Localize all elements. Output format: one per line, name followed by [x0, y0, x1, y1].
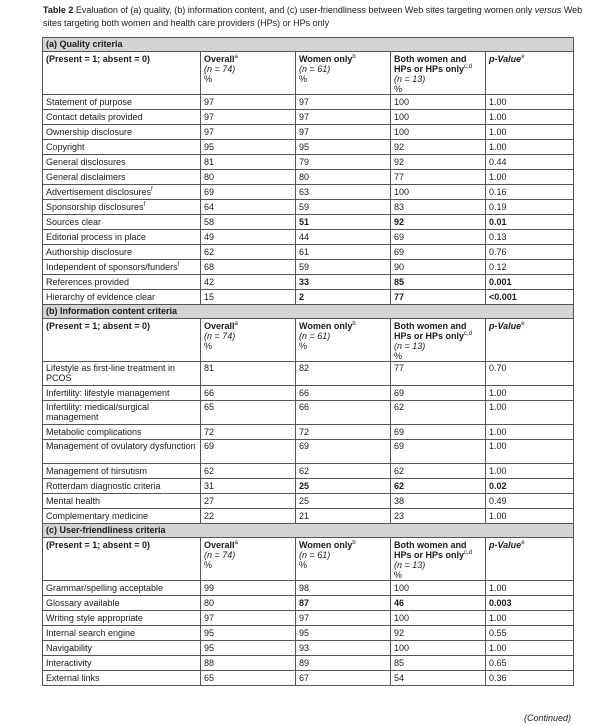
overall-value: 97 [201, 611, 296, 626]
women-only-value: 98 [296, 581, 391, 596]
criterion-label: Authorship disclosure [43, 245, 201, 260]
p-value: 1.00 [486, 125, 574, 140]
overall-value: 27 [201, 494, 296, 509]
women-only-value: 95 [296, 626, 391, 641]
table-row [43, 401, 574, 425]
p-value: 0.36 [486, 671, 574, 686]
table-row [43, 215, 574, 230]
women-only-value: 97 [296, 110, 391, 125]
table-row [43, 260, 574, 275]
women-only-value: 80 [296, 170, 391, 185]
overall-value: 66 [201, 386, 296, 401]
table-row [43, 110, 574, 125]
criteria-header: (Present = 1; absent = 0) [43, 538, 201, 581]
table-row [43, 155, 574, 170]
table-row [43, 596, 574, 611]
p-value: 1.00 [486, 464, 574, 479]
both-value: 62 [391, 401, 486, 425]
overall-value: 22 [201, 509, 296, 524]
both-value: 62 [391, 479, 486, 494]
section-header [43, 38, 574, 52]
p-value: 1.00 [486, 110, 574, 125]
section-title: (a) Quality criteria [46, 39, 123, 49]
p-value: 1.00 [486, 611, 574, 626]
p-value: 0.55 [486, 626, 574, 641]
table-row [43, 581, 574, 596]
overall-value: 62 [201, 464, 296, 479]
criterion-label: Independent of sponsors/funders$^f$ [43, 260, 201, 275]
p-value: 1.00 [486, 425, 574, 440]
criterion-label: References provided [43, 275, 201, 290]
table-label: Table 2 [43, 5, 74, 15]
women-only-value: 95 [296, 140, 391, 155]
p-value: 0.44 [486, 155, 574, 170]
both-value: 77 [391, 170, 486, 185]
women-only-value: 61 [296, 245, 391, 260]
overall-header: Overall$^a$ (n = 74) % [201, 538, 296, 581]
overall-value: 65 [201, 401, 296, 425]
both-header: Both women and HPs or HPs only$^{c,d}$ (n = 13) % [391, 52, 486, 95]
both-value: 69 [391, 386, 486, 401]
continued-note: (Continued) [523, 713, 571, 723]
both-header: Both women and HPs or HPs only$^{c,d}$ (n = 13) % [391, 319, 486, 362]
women-only-header: Women only$^b$ (n = 61) % [296, 538, 391, 581]
both-value: 92 [391, 155, 486, 170]
criterion-label: Complementary medicine [43, 509, 201, 524]
table-caption [43, 4, 583, 30]
overall-value: 69 [201, 185, 296, 200]
table-row [43, 509, 574, 524]
women-only-value: 82 [296, 362, 391, 386]
table-row [43, 290, 574, 305]
both-value: 23 [391, 509, 486, 524]
women-only-value: 66 [296, 401, 391, 425]
caption-text: Evaluation of (a) quality, (b) information content, and (c) user-friendliness between Web sites targeting women only [75, 5, 533, 15]
criterion-label: Navigability [43, 641, 201, 656]
overall-header: Overall$^a$ (n = 74) % [201, 319, 296, 362]
p-value: 0.001 [486, 275, 574, 290]
criterion-label: Advertisement disclosures$^f$ [43, 185, 201, 200]
women-only-value: 44 [296, 230, 391, 245]
both-value: 83 [391, 200, 486, 215]
table-row [43, 464, 574, 479]
criterion-label: Hierarchy of evidence clear [43, 290, 201, 305]
criterion-label: Infertility: medical/surgical management [43, 401, 201, 425]
criterion-label: Management of ovulatory dysfunction [43, 440, 201, 464]
table-row [43, 656, 574, 671]
p-value: 0.16 [486, 185, 574, 200]
criterion-label: Rotterdam diagnostic criteria [43, 479, 201, 494]
overall-value: 15 [201, 290, 296, 305]
p-value: <0.001 [486, 290, 574, 305]
both-value: 69 [391, 440, 486, 464]
women-only-header: Women only$^b$ (n = 61) % [296, 52, 391, 95]
overall-value: 81 [201, 155, 296, 170]
overall-value: 97 [201, 95, 296, 110]
criterion-label: Interactivity [43, 656, 201, 671]
table-row [43, 641, 574, 656]
table-row [43, 275, 574, 290]
women-only-value: 21 [296, 509, 391, 524]
criterion-label: Lifestyle as first-line treatment in PCOS [43, 362, 201, 386]
both-value: 100 [391, 581, 486, 596]
overall-value: 99 [201, 581, 296, 596]
criterion-label: Ownership disclosure [43, 125, 201, 140]
table-row [43, 362, 574, 386]
criterion-label: Contact details provided [43, 110, 201, 125]
women-only-value: 2 [296, 290, 391, 305]
overall-value: 49 [201, 230, 296, 245]
both-value: 100 [391, 95, 486, 110]
overall-value: 95 [201, 641, 296, 656]
section-header [43, 305, 574, 319]
criterion-label: Writing style appropriate [43, 611, 201, 626]
overall-value: 31 [201, 479, 296, 494]
p-value: 0.76 [486, 245, 574, 260]
column-header-row [43, 538, 574, 581]
p-value-header: p-Value$^e$ [486, 52, 574, 95]
caption-versus: versus [534, 5, 562, 15]
criterion-label: Infertility: lifestyle management [43, 386, 201, 401]
table-row [43, 611, 574, 626]
both-value: 92 [391, 215, 486, 230]
both-value: 62 [391, 464, 486, 479]
p-value-header: p-Value$^e$ [486, 319, 574, 362]
women-only-value: 51 [296, 215, 391, 230]
table-row [43, 479, 574, 494]
both-value: 100 [391, 641, 486, 656]
p-value: 0.01 [486, 215, 574, 230]
overall-value: 97 [201, 110, 296, 125]
women-only-value: 67 [296, 671, 391, 686]
table-row [43, 440, 574, 464]
overall-value: 80 [201, 596, 296, 611]
women-only-value: 97 [296, 125, 391, 140]
both-value: 100 [391, 110, 486, 125]
p-value: 0.12 [486, 260, 574, 275]
women-only-value: 97 [296, 95, 391, 110]
criteria-header: (Present = 1; absent = 0) [43, 319, 201, 362]
table-row [43, 494, 574, 509]
p-value: 0.13 [486, 230, 574, 245]
criteria-header: (Present = 1; absent = 0) [43, 52, 201, 95]
criterion-label: Editorial process in place [43, 230, 201, 245]
overall-value: 95 [201, 626, 296, 641]
women-only-value: 25 [296, 479, 391, 494]
criterion-label: Statement of purpose [43, 95, 201, 110]
both-value: 38 [391, 494, 486, 509]
women-only-value: 87 [296, 596, 391, 611]
women-only-value: 62 [296, 464, 391, 479]
table-row [43, 230, 574, 245]
women-only-value: 97 [296, 611, 391, 626]
women-only-value: 93 [296, 641, 391, 656]
p-value: 0.65 [486, 656, 574, 671]
criterion-label: Sources clear [43, 215, 201, 230]
p-value: 0.003 [486, 596, 574, 611]
overall-value: 65 [201, 671, 296, 686]
criterion-label: Sponsorship disclosures$^f$ [43, 200, 201, 215]
overall-value: 81 [201, 362, 296, 386]
overall-header: Overall$^a$ (n = 74) % [201, 52, 296, 95]
p-value: 1.00 [486, 581, 574, 596]
criterion-label: Grammar/spelling acceptable [43, 581, 201, 596]
p-value: 0.70 [486, 362, 574, 386]
women-only-value: 66 [296, 386, 391, 401]
p-value-header: p-Value$^e$ [486, 538, 574, 581]
data-table [42, 37, 574, 686]
both-value: 85 [391, 275, 486, 290]
both-value: 85 [391, 656, 486, 671]
overall-value: 88 [201, 656, 296, 671]
women-only-value: 89 [296, 656, 391, 671]
both-value: 46 [391, 596, 486, 611]
criterion-label: General disclaimers [43, 170, 201, 185]
overall-value: 42 [201, 275, 296, 290]
column-header-row [43, 319, 574, 362]
women-only-value: 72 [296, 425, 391, 440]
table-row [43, 170, 574, 185]
p-value: 0.49 [486, 494, 574, 509]
women-only-header: Women only$^b$ (n = 61) % [296, 319, 391, 362]
p-value: 0.19 [486, 200, 574, 215]
table-body [43, 38, 574, 686]
both-value: 69 [391, 230, 486, 245]
criterion-label: General disclosures [43, 155, 201, 170]
section-header [43, 524, 574, 538]
section-title: (c) User-friendliness criteria [46, 525, 166, 535]
criterion-label: External links [43, 671, 201, 686]
table-row [43, 125, 574, 140]
women-only-value: 69 [296, 440, 391, 464]
both-value: 100 [391, 125, 486, 140]
overall-value: 80 [201, 170, 296, 185]
p-value: 1.00 [486, 509, 574, 524]
overall-value: 68 [201, 260, 296, 275]
women-only-value: 79 [296, 155, 391, 170]
table-row [43, 626, 574, 641]
p-value: 1.00 [486, 401, 574, 425]
caption-text-2: Web sites targeting both women and health care providers (HPs) or HPs only [43, 5, 583, 28]
criterion-label: Management of hirsutism [43, 464, 201, 479]
both-value: 69 [391, 425, 486, 440]
both-value: 100 [391, 611, 486, 626]
overall-value: 97 [201, 125, 296, 140]
table-row [43, 245, 574, 260]
p-value: 1.00 [486, 95, 574, 110]
both-value: 69 [391, 245, 486, 260]
section-title: (b) Information content criteria [46, 306, 178, 316]
p-value: 1.00 [486, 140, 574, 155]
table-row [43, 386, 574, 401]
criterion-label: Metabolic complications [43, 425, 201, 440]
table-row [43, 425, 574, 440]
table-row [43, 200, 574, 215]
overall-value: 95 [201, 140, 296, 155]
table-row [43, 671, 574, 686]
overall-value: 64 [201, 200, 296, 215]
p-value: 0.02 [486, 479, 574, 494]
p-value: 1.00 [486, 641, 574, 656]
p-value: 1.00 [486, 440, 574, 464]
both-value: 77 [391, 290, 486, 305]
women-only-value: 25 [296, 494, 391, 509]
criterion-label: Internal search engine [43, 626, 201, 641]
p-value: 1.00 [486, 170, 574, 185]
criterion-label: Glossary available [43, 596, 201, 611]
table-row [43, 140, 574, 155]
overall-value: 58 [201, 215, 296, 230]
both-value: 92 [391, 140, 486, 155]
both-value: 77 [391, 362, 486, 386]
women-only-value: 33 [296, 275, 391, 290]
women-only-value: 63 [296, 185, 391, 200]
women-only-value: 59 [296, 200, 391, 215]
both-value: 90 [391, 260, 486, 275]
criterion-label: Mental health [43, 494, 201, 509]
table-row [43, 185, 574, 200]
overall-value: 69 [201, 440, 296, 464]
both-header: Both women and HPs or HPs only$^{c,d}$ (n = 13) % [391, 538, 486, 581]
overall-value: 72 [201, 425, 296, 440]
both-value: 100 [391, 185, 486, 200]
column-header-row [43, 52, 574, 95]
overall-value: 62 [201, 245, 296, 260]
both-value: 54 [391, 671, 486, 686]
criterion-label: Copyright [43, 140, 201, 155]
table-row [43, 95, 574, 110]
women-only-value: 59 [296, 260, 391, 275]
p-value: 1.00 [486, 386, 574, 401]
both-value: 92 [391, 626, 486, 641]
